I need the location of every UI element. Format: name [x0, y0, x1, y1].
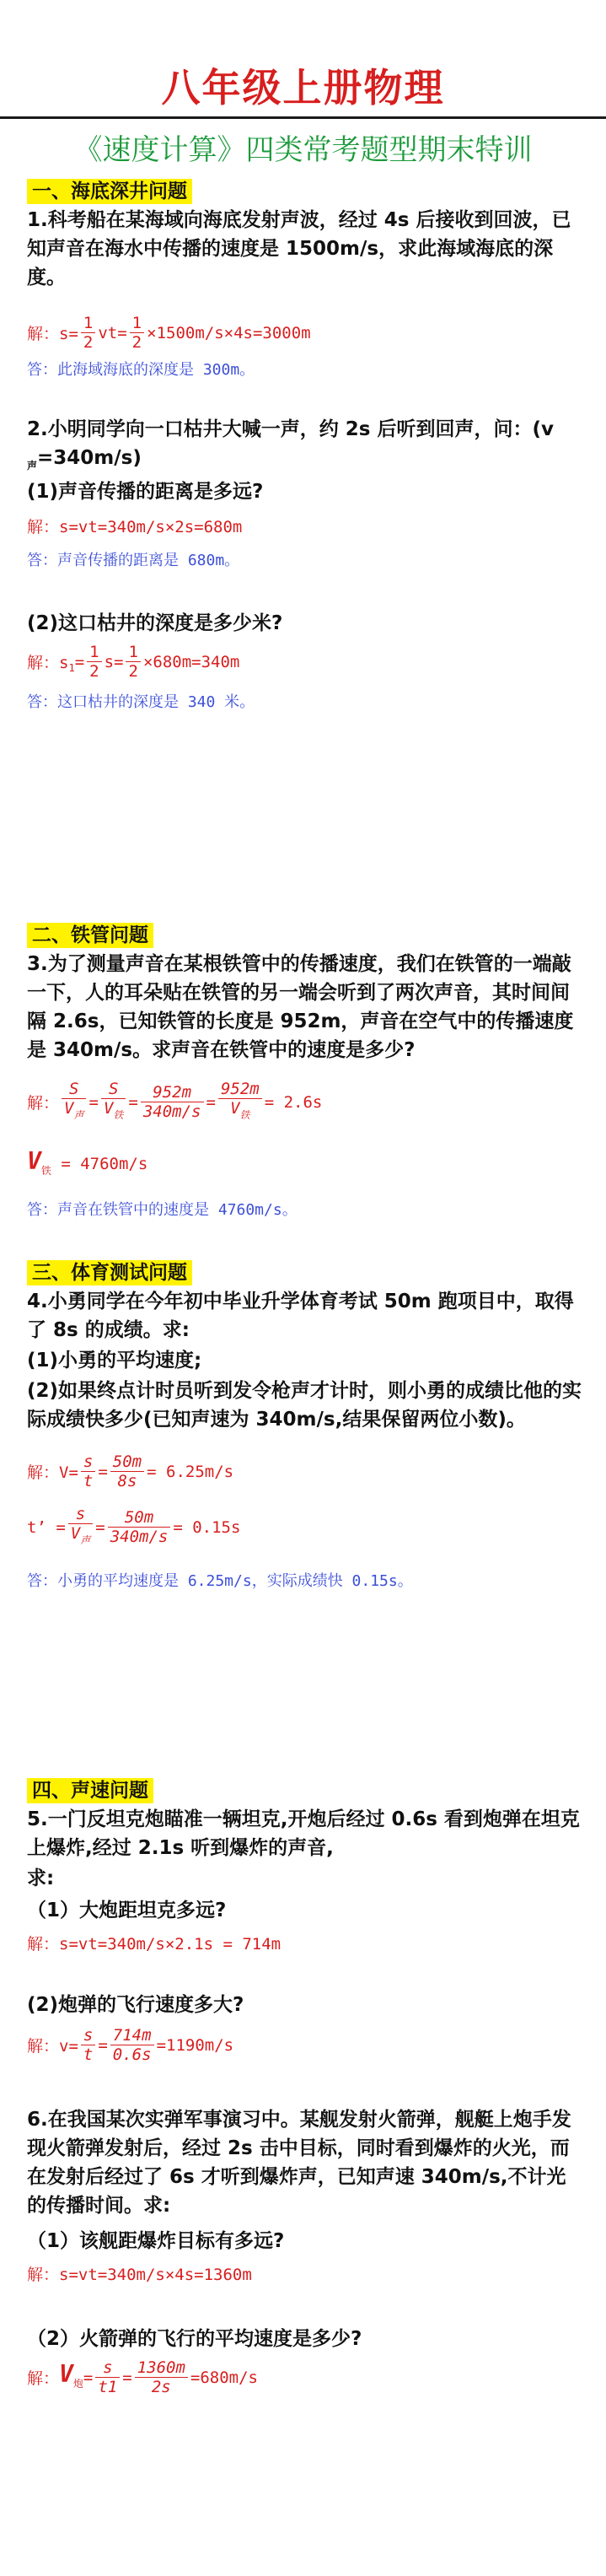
question-6-text: 6.在我国某次实弹军事演习中。某舰发射火箭弹，舰艇上炮手发现火箭弹发射后，经过 2s 击中目标，同时看到爆炸的火光，而在发射后经过了 6s 才听到爆炸声，已知声速 340m/s,不计光的传播时间。求: — [27, 2109, 571, 2217]
question-3-text: 3.为了测量声音在某根铁管中的传播速度，我们在铁管的一端敲一下，人的耳朵贴在铁管的另一端会听到了两次声音，其时间间隔 2.6s，已知铁管的长度是 952m，声音在空气中的传播速度是 340m/s。求声音在铁管中的速度是多少? — [27, 953, 574, 1061]
question-4-text: 4.小勇同学在今年初中毕业升学体育考试 50m 跑项目中，取得了 8s 的成绩。求: — [27, 1291, 574, 1341]
question-2-solution-2: 解：$s_1=$ $\frac{1}{2}$ s= $\frac{1}{2}$ ×680m=340m — [27, 643, 240, 681]
question-3-solution: 解： $\frac{S}{V_声}$ = $\frac{S}{V_铁}$ = $\frac{952m}{340m/s}$ = $\frac{952m}{V_铁}$ = 2.6s — [27, 1080, 323, 1121]
question-6-solution-1: 解：s=vt=340m/s×4s=1360m — [27, 2266, 252, 2284]
question-3-velocity: $V_铁 = 4760m/s$ — [27, 1147, 148, 1177]
question-1-answer: 答：此海域海底的深度是 300m。 — [27, 361, 255, 379]
question-1-solution: 解：s= $\frac{1}{2}$ vt= $\frac{1}{2}$ ×1500m/s×4s=3000m — [27, 314, 311, 352]
section-heading-4: 四、声速问题 — [27, 1778, 153, 1803]
section-heading-1: 一、海底深井问题 — [27, 179, 192, 204]
section-heading-3: 三、体育测试问题 — [27, 1260, 192, 1285]
question-4-part-1: (1)小勇的平均速度; — [27, 1350, 202, 1372]
question-6-part-2: （2）火箭弹的飞行的平均速度是多少? — [27, 2328, 362, 2350]
question-2-solution-1: 解：s=vt=340m/s×2s=680m — [27, 518, 243, 536]
question-2-text: 2.小明同学向一口枯井大喊一声，约 2s 后听到回声，问：(v $_声$=340m/s) — [27, 418, 554, 472]
question-3-answer: 答：声音在铁管中的速度是 4760m/s。 — [27, 1201, 298, 1219]
question-2-answer-1: 答：声音传播的距离是 680m。 — [27, 552, 240, 569]
section-heading-2: 二、铁管问题 — [27, 923, 153, 948]
question-4-part-2: (2)如果终点计时员听到发令枪声才计时，则小勇的成绩比他的实际成绩快多少(已知声速为 340m/s,结果保留两位小数)。 — [27, 1380, 582, 1431]
question-2-part-1: (1)声音传播的距离是多远? — [27, 481, 264, 503]
question-6-solution-2: 解：$V_炮=$ $\frac{s}{t1}$ = $\frac{1360m}{2s}$ =680m/s — [27, 2358, 258, 2396]
question-5-solution-2: 解：v= $\frac{s}{t}$ = $\frac{714m}{0.6s}$ =1190m/s — [27, 2026, 234, 2064]
question-5-solution-1: 解：s=vt=340m/s×2.1s = 714m — [27, 1935, 282, 1954]
question-5-text: 5.一门反坦克炮瞄准一辆坦克,开炮后经过 0.6s 看到炮弹在坦克上爆炸,经过 2.1s 听到爆炸的声音, — [27, 1808, 580, 1859]
question-5-part-1: （1）大炮距坦克多远? — [27, 1900, 227, 1921]
question-1-text: 1.科考船在某海域向海底发射声波，经过 4s 后接收到回波，已知声音在海水中传播的速度是 1500m/s，求此海域海底的深度。 — [27, 209, 571, 288]
question-5-ask: 求: — [27, 1867, 55, 1889]
question-6-part-1: （1）该舰距爆炸目标有多远? — [27, 2230, 285, 2252]
question-2-part-2: (2)这口枯井的深度是多少米? — [27, 612, 283, 634]
question-5-part-2: (2)炮弹的飞行速度多大? — [27, 1994, 244, 2016]
question-4-solution-1: 解：V= $\frac{s}{t}$ = $\frac{50m}{8s}$ = 6.25m/s — [27, 1452, 234, 1490]
question-4-answer: 答：小勇的平均速度是 6.25m/s，实际成绩快 0.15s。 — [27, 1572, 413, 1590]
question-2-answer-2: 答：这口枯井的深度是 340 米。 — [27, 693, 255, 711]
question-4-solution-2: t’ = $\frac{s}{V_声}$ = $\frac{50m}{340m/s}$ = 0.15s — [27, 1505, 241, 1546]
page-title: 八年级上册物理 — [161, 65, 445, 110]
page-subtitle: 《速度计算》四类常考题型期末特训 — [73, 133, 533, 167]
title-divider — [0, 116, 606, 119]
